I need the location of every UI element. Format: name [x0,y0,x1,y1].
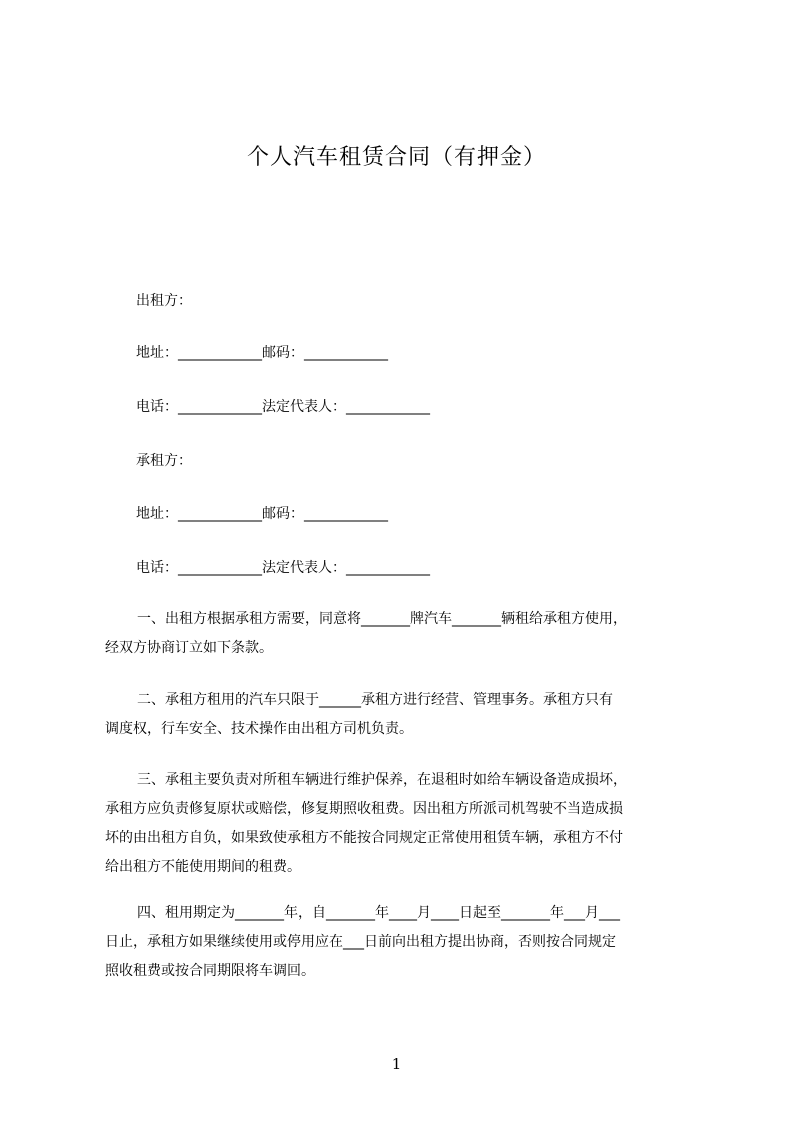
clause-4 [105,899,703,986]
lessor-address-line: 地址：____________邮码：____________ [136,345,388,361]
page-number: 1 [391,1055,402,1073]
lessor-label: 出租方： [136,293,192,309]
clause-4-line-1: 四、租用期定为_______年，自_______年____月____日起至_______年___月___ [137,905,620,921]
clause-2-line-1: 二、承租方租用的汽车只限于______承租方进行经营、管理事务。承租方只有 [137,692,613,708]
clause-1-line-2: 经双方协商订立如下条款。 [105,640,273,656]
lessee-address-line: 地址：____________邮码：____________ [136,506,388,522]
lessee-label: 承租方： [136,453,192,469]
clause-4-line-2: 日止，承租方如果继续使用或停用应在___日前向出租方提出协商，否则按合同规定 [105,934,616,950]
clause-3-line-4: 给出租方不能使用期间的租费。 [105,859,301,875]
clause-1 [105,605,703,663]
clause-3 [105,766,703,882]
clause-2 [105,686,703,744]
clause-2-line-2: 调度权，行车安全、技术操作由出租方司机负责。 [105,721,413,737]
lessor-phone-line: 电话：____________法定代表人：____________ [136,399,430,415]
clause-4-line-3: 照收租费或按合同期限将车调回。 [105,963,315,979]
clause-3-line-2: 承租方应负责修复原状或赔偿，修复期照收租费。因出租方所派司机驾驶不当造成损 [105,801,623,817]
lessee-phone-line: 电话：____________法定代表人：____________ [136,560,430,576]
clause-3-line-3: 坏的由出租方自负，如果致使承租方不能按合同规定正常使用租赁车辆，承租方不付 [105,830,623,846]
clause-3-line-1: 三、承租主要负责对所租车辆进行维护保养，在退租时如给车辆设备造成损坏， [137,772,627,788]
document-title: 个人汽车租赁合同（有押金） [246,145,546,170]
clause-1-line-1: 一、出租方根据承租方需要，同意将_______牌汽车_______辆租给承租方使用， [137,611,627,627]
